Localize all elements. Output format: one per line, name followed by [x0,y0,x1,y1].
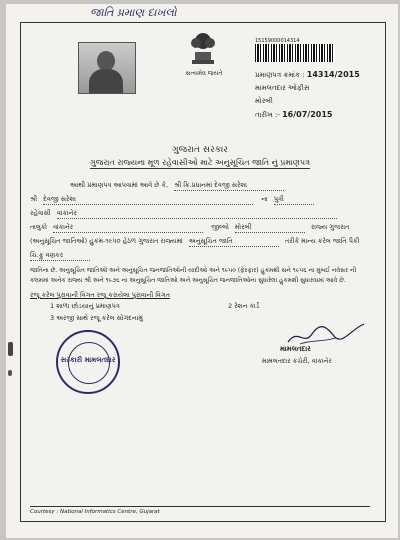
state-emblem-icon [186,28,220,68]
official-seal [56,330,120,394]
category: અનુસૂચિત જાતિ [189,237,279,247]
certificate-number-label: પ્રમાણપત્ર ક્રમાંક : [255,71,305,79]
district: મોરબી [235,223,305,233]
scan-mark [8,342,13,356]
issue-date: 16/07/2015 [282,110,333,119]
barcode-number: 15159000014314 [255,38,300,44]
holder-name: શ્રી ક્રિ.પ્રધાનમાં દેવજી સરેશા [174,181,284,191]
barcode [255,44,335,62]
caste-name: ચિ.ફુ વણકર [30,251,90,261]
handwritten-note: જાતિ પ્રમાણ દાખલો [90,6,177,19]
issued-to-row: આથી પ્રમાણપત્ર આપવામાં આવે છે કે, શ્રી ક્રિ.પ્રધાનમાં દેવજી સરેશા [70,181,284,191]
government-title: ગુજરાત સરકાર [172,145,228,155]
taluka-row: તાલુકો વાંકાનેર જીલ્લો મોરબી રાજ્ય ગુજરાત [30,223,350,231]
resident-row: રહેવાસી વાંકાનેર [30,209,337,219]
evidence-item-2: 2 રેશન કાર્ડ [228,302,260,310]
evidence-heading: રજૂ કરેલ પુરાવાની વિગત રજૂ કરાયેલા પુરાવાની વિગત [30,291,170,299]
father-row: શ્રી દેવજી સરેશા ના પુત્રી [30,195,314,205]
evidence-item-3: 3 અરજી સાથે રજૂ કરેલ સોગંદનામું [50,314,143,322]
father-name: દેવજી સરેશા [43,195,253,205]
signatory-title: મામલતદાર [280,345,311,353]
issuing-place: મોરબી [255,97,273,105]
village: વાંકાનેર [57,209,337,219]
certificate-number: 14314/2015 [306,70,360,79]
scan-mark [8,370,12,376]
holder-photo [78,42,136,94]
taluka: વાંકાનેર [53,223,203,233]
footer-courtesy: Courtesy : National Informatics Centre, Gujarat [30,506,370,518]
gender-relation: પુત્રી [274,195,314,205]
seal-text: સરકારી મામલતદાર [60,356,116,364]
legal-paragraph: જાતિના છે. અનુસૂચિત જાતિઓ અને અનુસૂચિત જનજાતિઓની યાદીઓ અને ૧૯૫૦ (ફેરફાર) હુકમથી સને ૧૯૫૬ ના મુંબઈ નવેસર ની કલમમાં અનેક રાજ્ય શ્રી અને ૧૯૭૬ ના અનુસૂચિત જાતિઓ અને અનુસૂચિત જનજાતિઓના સુધારેલા હુકમથી સુધારવામાં આવે છે. [30,267,357,284]
evidence-item-1: 1 શાળા છોડયાનું પ્રમાણપત્ર [50,302,120,310]
caste-row: (અનુસૂચિત જાતિઓ) હુકમ-૧૯૫૦ હેઠળ ગુજરાત રાજ્યમાં અનુસૂચિત જાતિ તરીકે માન્ય કરેલ જાતિ પૈકી [30,237,360,245]
issuing-office: મામલતદાર ઓફીસ [255,84,310,92]
issue-date-label: તારીખ :- [255,111,280,119]
caste-name-row [30,251,90,261]
certificate-title: ગુજરાત રાજ્યના મૂળ રહેવાસીઓ માટે અનુસૂચિત જાતિ નું પ્રમાણપત્ર [89,158,311,167]
certificate-number-row [255,70,360,80]
issue-date-row [255,110,332,120]
emblem-caption: સત્યમેવ જયતે [185,70,223,77]
signatory-office: મામલતદાર કચેરી, વાંકાનેર [262,357,332,365]
